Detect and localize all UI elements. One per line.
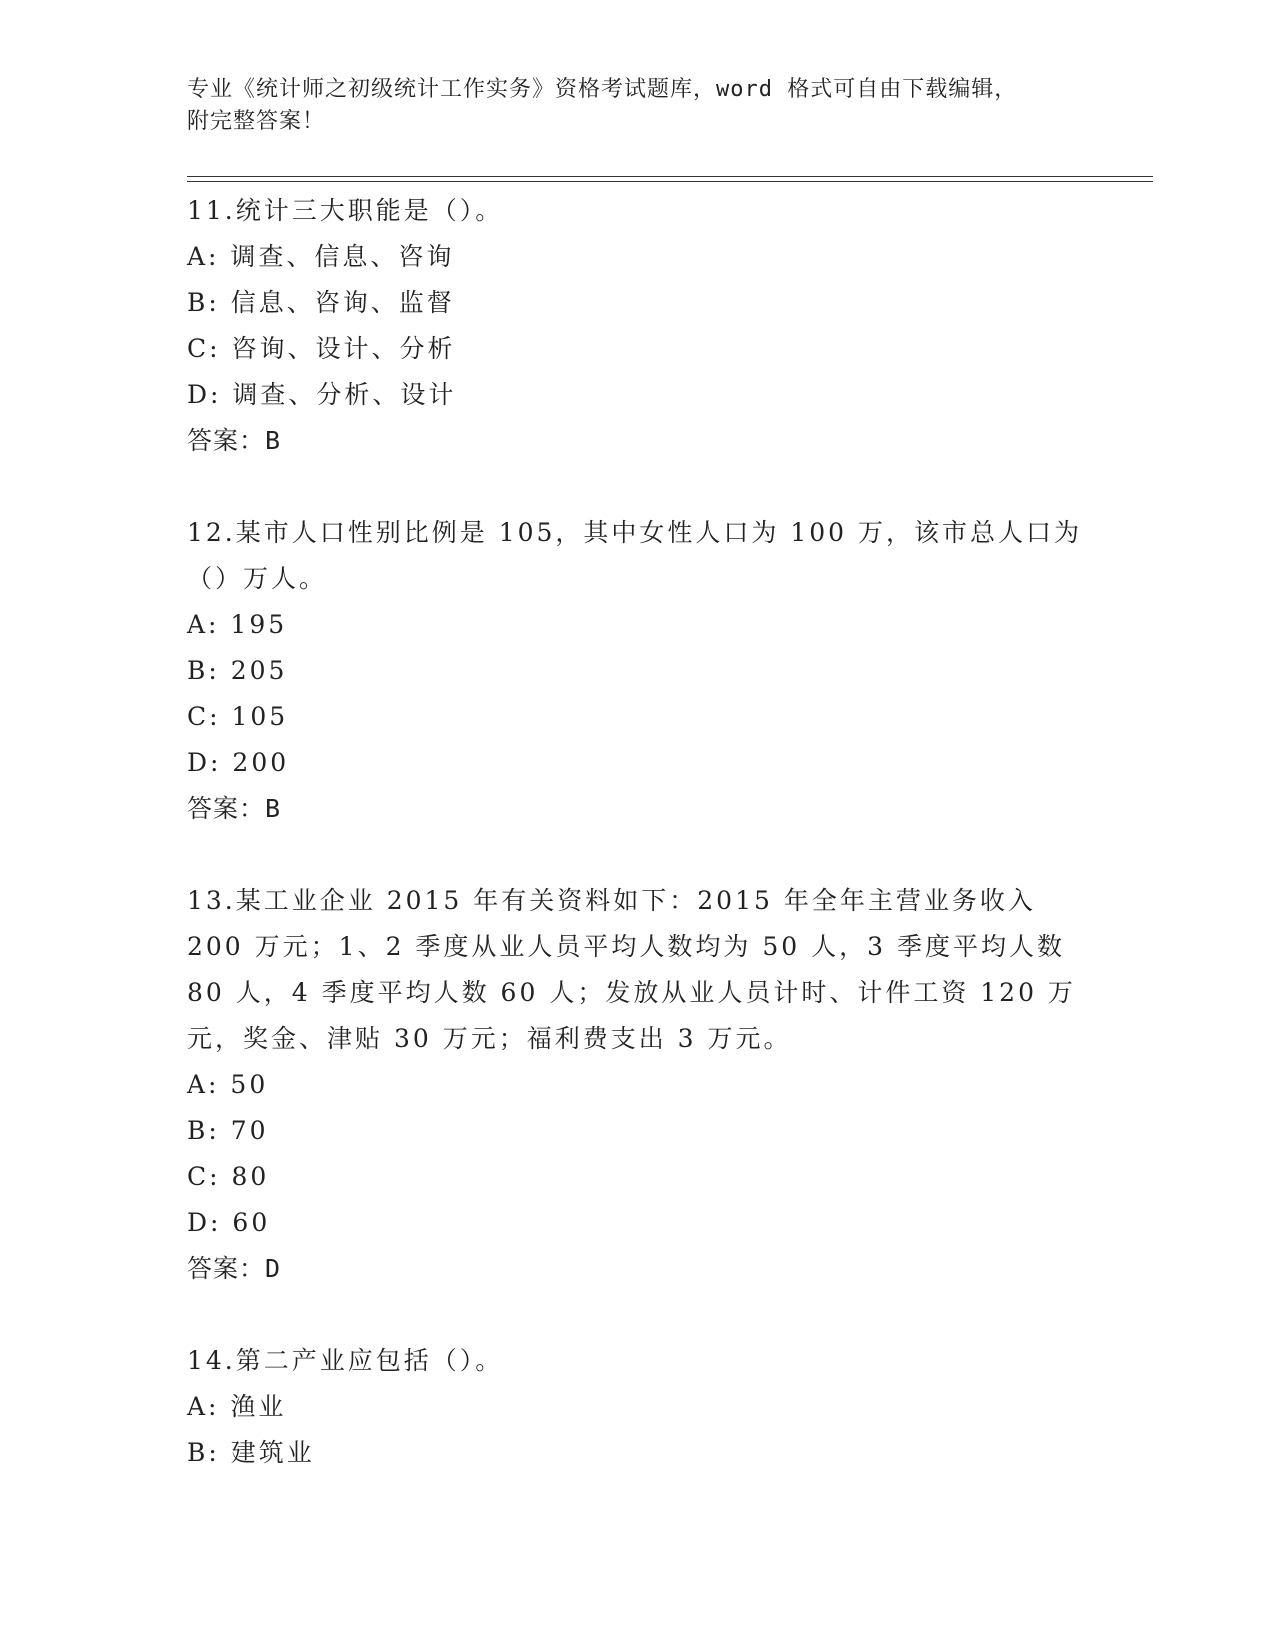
header-line-2: 附完整答案！ bbox=[187, 109, 326, 134]
option-d: D: 调查、分析、设计 bbox=[187, 380, 457, 409]
option-b: B: 205 bbox=[187, 656, 288, 685]
header-divider-bottom bbox=[187, 181, 1153, 182]
question-14 bbox=[187, 1338, 1087, 1476]
header-divider-top bbox=[187, 176, 1153, 177]
option-c: C: 80 bbox=[187, 1162, 270, 1191]
header-line-1: 专业《统计师之初级统计工作实务》资格考试题库，word 格式可自由下载编辑， bbox=[187, 77, 1018, 102]
option-a: A: 调查、信息、咨询 bbox=[187, 242, 455, 271]
question-11 bbox=[187, 188, 1087, 464]
question-list bbox=[187, 188, 1087, 1522]
answer-key: 答案：D bbox=[187, 1254, 282, 1283]
option-d: D: 200 bbox=[187, 748, 290, 777]
answer-key: 答案：B bbox=[187, 426, 282, 455]
option-a: A: 渔业 bbox=[187, 1392, 287, 1421]
option-b: B: 信息、咨询、监督 bbox=[187, 288, 455, 317]
question-stem: 11.统计三大职能是（）。 bbox=[187, 196, 504, 225]
option-a: A: 50 bbox=[187, 1070, 269, 1099]
document-header bbox=[187, 74, 1087, 138]
option-c: C: 咨询、设计、分析 bbox=[187, 334, 456, 363]
option-d: D: 60 bbox=[187, 1208, 271, 1237]
option-a: A: 195 bbox=[187, 610, 288, 639]
question-stem: 14.第二产业应包括（）。 bbox=[187, 1346, 504, 1375]
option-b: B: 建筑业 bbox=[187, 1438, 315, 1467]
question-13 bbox=[187, 878, 1087, 1292]
question-12 bbox=[187, 510, 1087, 832]
question-stem: 12.某市人口性别比例是 105，其中女性人口为 100 万，该市总人口为（）万人。 bbox=[187, 518, 1083, 593]
option-c: C: 105 bbox=[187, 702, 289, 731]
answer-key: 答案：B bbox=[187, 794, 282, 823]
question-stem: 13.某工业企业 2015 年有关资料如下：2015 年全年主营业务收入 200 万元；1、2 季度从业人员平均人数均为 50 人，3 季度平均人数 80 人，4 季度平均人数 60 人；发放从业人员计时、计件工资 120 万元，奖金、津贴 30 万元；福利费支出 3 万元。 bbox=[187, 886, 1076, 1053]
option-b: B: 70 bbox=[187, 1116, 269, 1145]
